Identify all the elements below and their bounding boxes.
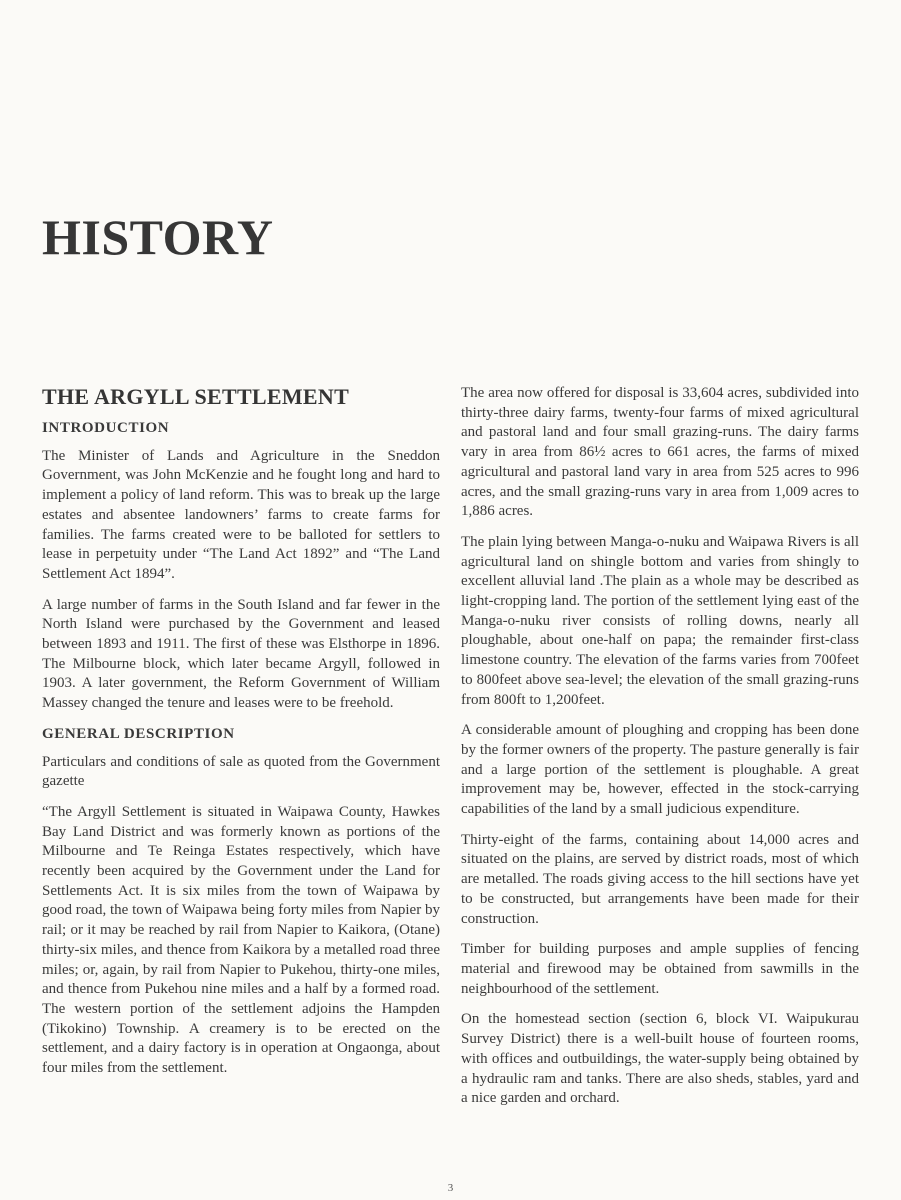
introduction-paragraph-1: The Minister of Lands and Agriculture in the Sneddon Government, was John McKenzie and he fought long and hard to implement a policy of land reform. This was to break up the large estates and absentee landowners’ farms to create farms for families. The farms created were to be balloted for settlers to lease in perpetuity under “The Land Act 1892” and “The Land Settlement Act 1894”. — [42, 447, 440, 582]
page-title: HISTORY — [42, 209, 274, 265]
general-description-paragraph-2: “The Argyll Settlement is situated in Waipawa County, Hawkes Bay Land District and was formerly known as portions of the Milbourne and Te Reinga Estates respectively, which have recently been acquired by the Government under the Land for Settlements Act. It is six miles from the town of Waipawa by good road, the town of Waipawa being forty miles from Napier by rail; or it may be reached by rail from Napier to Kaikora, (Otane) thirty-six miles, and thence from Kaikora by a metalled road three miles; or, again, by rail from Napier to Pukehou, thirty-one miles, and thence from Pukehou nine miles and a half by a formed road. The western portion of the settlement adjoins the Hampden (Tikokino) Township. A creamery is to be erected on the settlement, and a dairy factory is in operation at Ongaonga, about four miles from the settlement. — [42, 803, 440, 1077]
right-paragraph-3: A considerable amount of ploughing and cropping has been done by the former owners of the property. The pasture generally is fair and a large portion of the settlement is ploughable. A great improvement may be, however, effected in the stock-carrying capabilities of the land by a small judicious expenditure. — [461, 722, 859, 818]
introduction-heading: INTRODUCTION — [42, 420, 170, 436]
left-column — [42, 384, 440, 1090]
right-paragraph-6: On the homestead section (section 6, block VI. Waipukurau Survey District) there is a well-built house of fourteen rooms, with offices and outbuildings, the water-supply being obtained by a hydraulic ram and tanks. There are also sheds, stables, yard and a nice garden and orchard. — [461, 1011, 859, 1107]
introduction-paragraph-2: A large number of farms in the South Island and far fewer in the North Island were purchased by the Government and leased between 1893 and 1911. The first of these was Elsthorpe in 1896. The Milbourne block, which later became Argyll, followed in 1903. A later government, the Reform Government of William Massey changed the tenure and leases were to be freehold. — [42, 596, 440, 712]
general-description-paragraph-1: Particulars and conditions of sale as quoted from the Government gazette — [42, 753, 440, 790]
page-number: 3 — [447, 1182, 454, 1194]
section-title: THE ARGYLL SETTLEMENT — [42, 384, 350, 409]
right-paragraph-5: Timber for building purposes and ample supplies of fencing material and firewood may be obtained from sawmills in the neighbourhood of the settlement. — [461, 941, 859, 997]
right-paragraph-4: Thirty-eight of the farms, containing about 14,000 acres and situated on the plains, are served by district roads, most of which are metalled. The roads giving access to the hill sections have yet to be constructed, but arrangements have been made for their construction. — [461, 831, 859, 927]
general-description-heading: GENERAL DESCRIPTION — [42, 725, 235, 742]
right-column — [461, 384, 859, 1120]
right-paragraph-2: The plain lying between Manga-o-nuku and Waipawa Rivers is all agricultural land on shingle bottom and varies from shingly to excellent alluvial land .The plain as a whole may be described as light-cropping land. The portion of the settlement lying east of the Manga-o-nuku river consists of rolling downs, nearly all ploughable, about one-half on papa; the remainder first-class limestone country. The elevation of the farms varies from 700feet to 800feet above sea-level; the elevation of the small grazing-runs from 800ft to 1,200feet. — [461, 533, 859, 708]
right-paragraph-1: The area now offered for disposal is 33,604 acres, subdivided into thirty-three dairy farms, twenty-four farms of mixed agricultural and pastoral land and four small grazing-runs. The dairy farms vary in area from 86½ acres to 661 acres, the farms of mixed agricultural and pastoral land vary in area from 525 acres to 996 acres, and the small grazing-runs vary in area from 1,009 acres to 1,886 acres. — [461, 385, 859, 520]
